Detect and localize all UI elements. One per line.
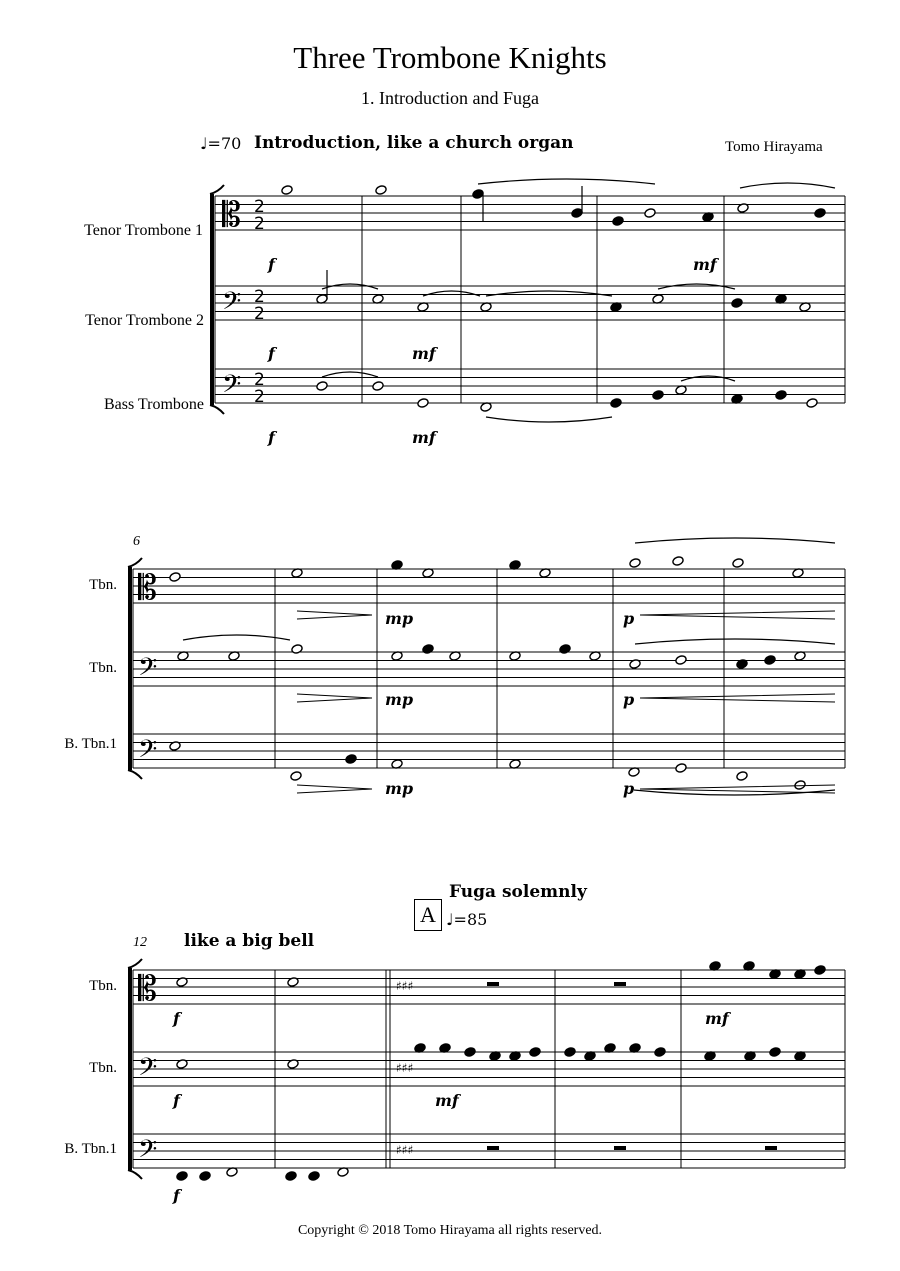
note-head [422, 644, 434, 655]
note-head [732, 558, 744, 569]
dynamic-mark: f [173, 1091, 180, 1110]
dynamic-mark: p [623, 609, 635, 628]
note-head [775, 390, 787, 401]
fuga-section-label: Fuga solemnly [449, 882, 587, 902]
time-sig-numerator: 2 [254, 197, 265, 217]
note-head [672, 556, 684, 567]
short-name-bass-sys2: B. Tbn.1 [64, 736, 117, 752]
slur [740, 183, 835, 188]
dynamic-mark: mp [385, 690, 414, 709]
dynamic-mark: f [173, 1009, 180, 1028]
note-head [169, 572, 181, 583]
instrument-name-bass: Bass Trombone [103, 396, 204, 413]
note-head [731, 298, 743, 309]
composer-name: Tomo Hirayama [725, 139, 823, 155]
measure-number-12: 12 [133, 935, 147, 950]
note-head [675, 763, 687, 774]
note-head [559, 644, 571, 655]
whole-rest [487, 982, 499, 986]
key-signature: ♯♯♯ [396, 979, 414, 993]
measure-number-6: 6 [133, 534, 140, 549]
note-head [610, 398, 622, 409]
instrument-name-tenor-1: Tenor Trombone 1 [84, 222, 203, 239]
note-head [769, 1047, 781, 1058]
bass-clef: 𝄢 [222, 370, 242, 405]
slur [635, 538, 835, 543]
note-head [564, 1047, 576, 1058]
system-bracket-hook [210, 405, 224, 414]
slur [681, 376, 735, 381]
bass-clef: 𝄢 [222, 287, 242, 322]
slur [183, 635, 290, 640]
bell-expression-text: like a big bell [184, 931, 315, 951]
note-head [629, 558, 641, 569]
dynamic-mark: mf [705, 1009, 729, 1028]
slur [635, 639, 835, 644]
whole-rest [614, 1146, 626, 1150]
score-subtitle: 1. Introduction and Fuga [361, 88, 539, 108]
decrescendo-hairpin [297, 785, 372, 793]
note-head [736, 771, 748, 782]
note-head [654, 1047, 666, 1058]
score-title: Three Trombone Knights [293, 40, 607, 75]
dynamic-mark: mf [412, 428, 436, 447]
key-signature: ♯♯♯ [396, 1061, 414, 1075]
note-head [652, 390, 664, 401]
time-sig-denominator: 2 [254, 214, 265, 234]
slur [486, 417, 612, 422]
dynamic-mark: mf [435, 1091, 459, 1110]
dynamic-mark: f [268, 344, 275, 363]
system-bracket-hook [210, 185, 224, 194]
dynamic-mark: mf [412, 344, 436, 363]
alto-clef: 𝄡 [222, 195, 241, 235]
note-head [644, 208, 656, 219]
slur [486, 291, 612, 296]
whole-rest [614, 982, 626, 986]
dynamic-mark: f [268, 255, 275, 274]
bass-clef: 𝄢 [138, 653, 158, 688]
dynamic-mark: p [623, 690, 635, 709]
whole-rest [487, 1146, 499, 1150]
decrescendo-hairpin [297, 611, 372, 619]
time-sig-numerator: 2 [254, 370, 265, 390]
note-head [764, 655, 776, 666]
note-head [417, 398, 429, 409]
alto-clef: 𝄡 [138, 568, 157, 608]
time-sig-denominator: 2 [254, 387, 265, 407]
time-sig-numerator: 2 [254, 287, 265, 307]
note-head [464, 1047, 476, 1058]
note-head [814, 208, 826, 219]
note-head [290, 771, 302, 782]
note-head [199, 1171, 211, 1182]
note-head [375, 185, 387, 196]
dynamic-mark: mp [385, 779, 414, 798]
dynamic-mark: f [268, 428, 275, 447]
slur [423, 291, 480, 296]
short-name-tenor-2-sys3: Tbn. [89, 1060, 117, 1076]
note-head [529, 1047, 541, 1058]
note-head [285, 1171, 297, 1182]
slur [322, 372, 378, 377]
short-name-tenor-1-sys2: Tbn. [89, 577, 117, 593]
key-signature: ♯♯♯ [396, 1143, 414, 1157]
bass-clef: 𝄢 [138, 735, 158, 770]
note-head [675, 655, 687, 666]
intro-expression-text: Introduction, like a church organ [254, 133, 574, 153]
alto-clef: 𝄡 [138, 969, 157, 1009]
short-name-bass-sys3: B. Tbn.1 [64, 1141, 117, 1157]
system-bracket-hook [128, 558, 142, 567]
dynamic-mark: p [623, 779, 635, 798]
note-head [794, 780, 806, 791]
system-bracket-hook [128, 770, 142, 779]
decrescendo-hairpin [297, 694, 372, 702]
rehearsal-mark: A [414, 899, 442, 931]
system-bracket-hook [128, 1170, 142, 1179]
note-head [291, 644, 303, 655]
note-head [372, 381, 384, 392]
system-bracket-hook [128, 959, 142, 968]
note-head [612, 216, 624, 227]
dynamic-mark: mp [385, 609, 414, 628]
tempo-marking-1: ♩=70 [200, 134, 242, 153]
whole-rest [765, 1146, 777, 1150]
note-head [814, 965, 826, 976]
short-name-tenor-1-sys3: Tbn. [89, 978, 117, 994]
crescendo-hairpin [640, 694, 835, 702]
slur [478, 179, 655, 184]
bass-clef: 𝄢 [138, 1135, 158, 1170]
bass-clef: 𝄢 [138, 1053, 158, 1088]
dynamic-mark: mf [693, 255, 717, 274]
crescendo-hairpin [640, 785, 835, 793]
note-head [472, 189, 484, 200]
note-head [316, 381, 328, 392]
copyright-notice: Copyright © 2018 Tomo Hirayama all rights reserved. [297, 1223, 603, 1238]
note-head [806, 398, 818, 409]
note-head [571, 208, 583, 219]
time-sig-denominator: 2 [254, 304, 265, 324]
crescendo-hairpin [640, 611, 835, 619]
dynamic-mark: f [173, 1186, 180, 1205]
note-head [308, 1171, 320, 1182]
short-name-tenor-2-sys2: Tbn. [89, 660, 117, 676]
note-head [281, 185, 293, 196]
instrument-name-tenor-2: Tenor Trombone 2 [85, 312, 204, 329]
tempo-marking-2: ♩=85 [446, 910, 488, 929]
note-head [345, 754, 357, 765]
note-head [176, 1171, 188, 1182]
